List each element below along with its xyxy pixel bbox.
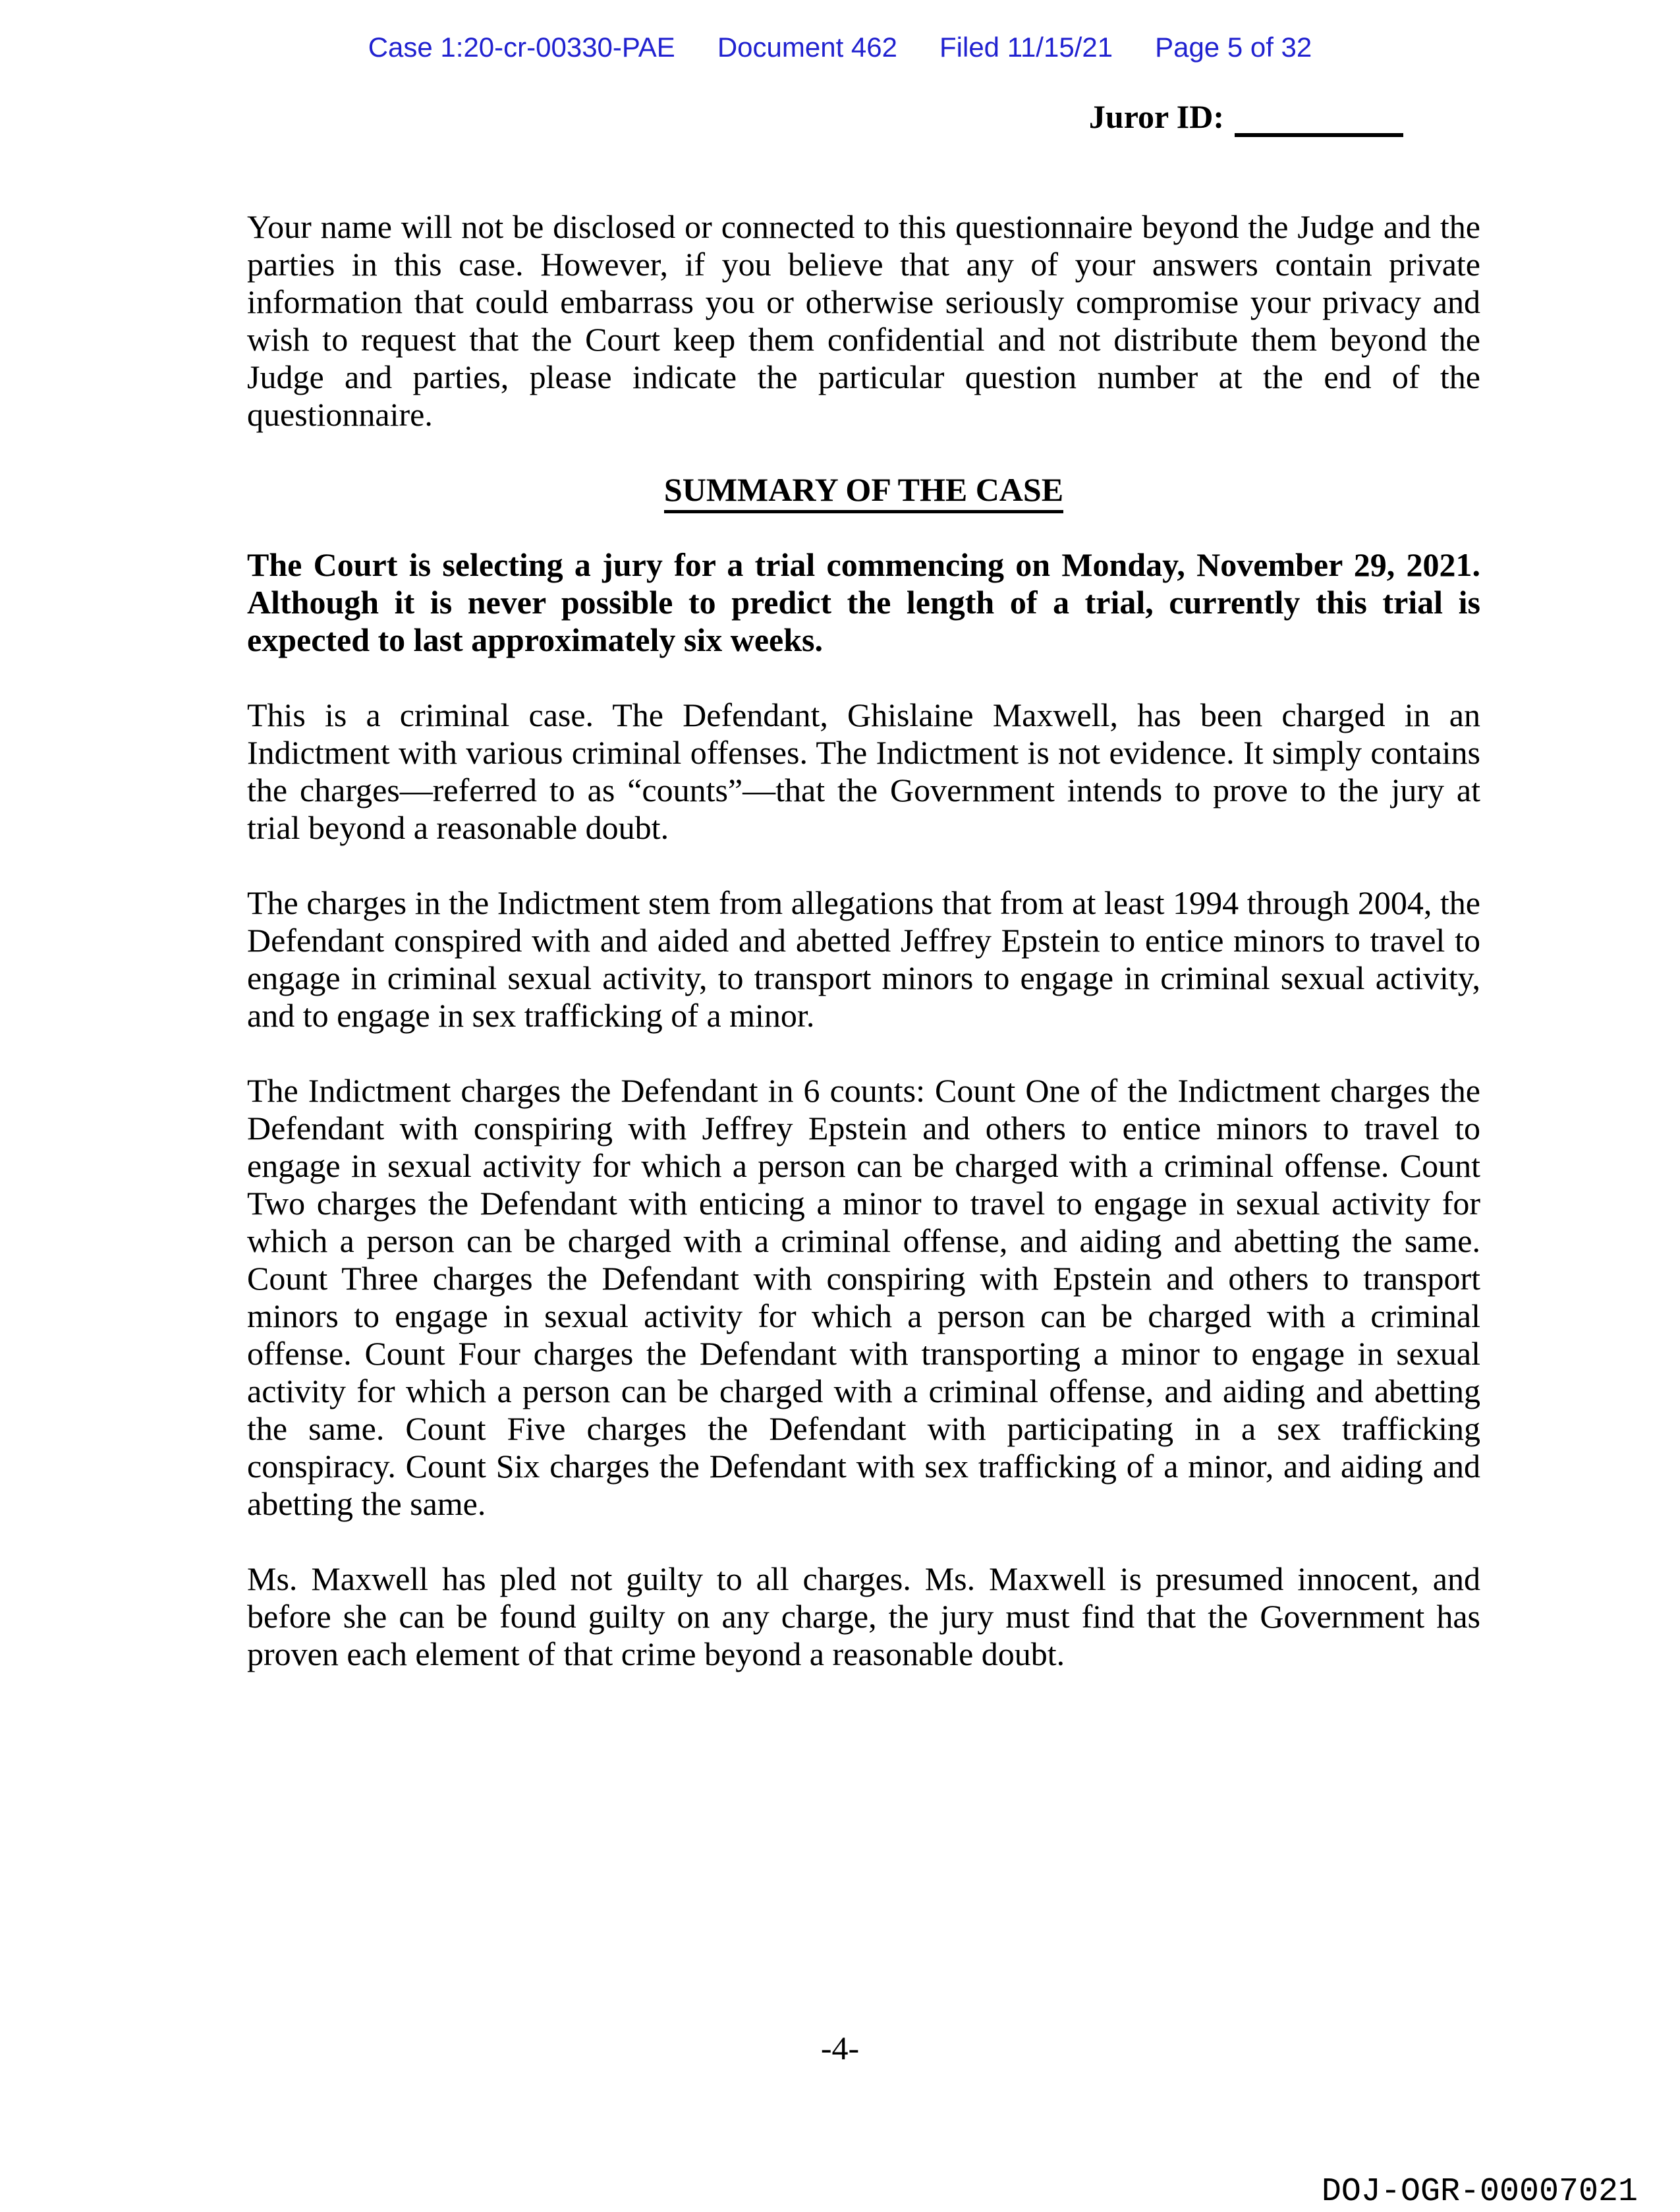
juror-id-blank-line <box>1235 133 1403 137</box>
trial-schedule-paragraph: The Court is selecting a jury for a trial commencing on Monday, November 29, 2021. Although it is never possible to predict the length of a trial, currently this trial is expected to last approximately six weeks. <box>247 546 1480 658</box>
juror-id-label: Juror ID: <box>1088 98 1224 135</box>
footer-page-number: -4- <box>820 2029 860 2066</box>
plea-paragraph: Ms. Maxwell has pled not guilty to all charges. Ms. Maxwell is presumed innocent, and before she can be found guilty on any charge, the jury must find that the Government has proven each element of that crime beyond a reasonable doubt. <box>247 1560 1480 1672</box>
case-description-paragraph: This is a criminal case. The Defendant, Ghislaine Maxwell, has been charged in an Indictment with various criminal offenses. The Indictment is not evidence. It simply contains the charges—referred to as “counts”—that the Government intends to prove to the jury at trial beyond a reasonable doubt. <box>247 696 1480 846</box>
stamp-case-number: Case 1:20-cr-00330-PAE <box>368 32 675 63</box>
header-stamp <box>0 32 1680 63</box>
stamp-filed-date: Filed 11/15/21 <box>939 32 1113 63</box>
charges-origin-paragraph: The charges in the Indictment stem from allegations that from at least 1994 through 2004, the Defendant conspired with and aided and abetted Jeffrey Epstein to entice minors to travel to engage in criminal sexual activity, to transport minors to engage in criminal sexual activity, and to engage in sex trafficking of a minor. <box>247 884 1480 1034</box>
juror-id-row <box>1089 98 1403 137</box>
bates-number: DOJ-OGR-00007021 <box>1321 2173 1638 2211</box>
document-body <box>247 208 1480 1711</box>
section-heading-text: SUMMARY OF THE CASE <box>664 471 1063 513</box>
stamp-page-number: Page 5 of 32 <box>1155 32 1312 63</box>
stamp-document-number: Document 462 <box>717 32 897 63</box>
counts-paragraph: The Indictment charges the Defendant in 6 counts: Count One of the Indictment charges the Defendant with conspiring with Jeffrey Epstein and others to entice minors to travel to engage in sexual activity for which a person can be charged with a criminal offense. Count Two charges the Defendant with enticing a minor to travel to engage in sexual activity for which a person can be charged with a criminal offense, and aiding and abetting the same. Count Three charges the Defendant with conspiring with Epstein and others to transport minors to engage in sexual activity for which a person can be charged with a criminal offense. Count Four charges the Defendant with transporting a minor to engage in sexual activity for which a person can be charged with a criminal offense, and aiding and abetting the same. Count Five charges the Defendant with participating in a sex trafficking conspiracy. Count Six charges the Defendant with sex trafficking of a minor, and aiding and abetting the same. <box>247 1072 1480 1522</box>
section-heading <box>247 471 1480 509</box>
confidentiality-paragraph: Your name will not be disclosed or connected to this questionnaire beyond the Judge and the parties in this case. However, if you believe that any of your answers contain private information that could embarrass you or otherwise seriously compromise your privacy and wish to request that the Court keep them confidential and not distribute them beyond the Judge and parties, please indicate the particular question number at the end of the questionnaire. <box>247 208 1480 433</box>
